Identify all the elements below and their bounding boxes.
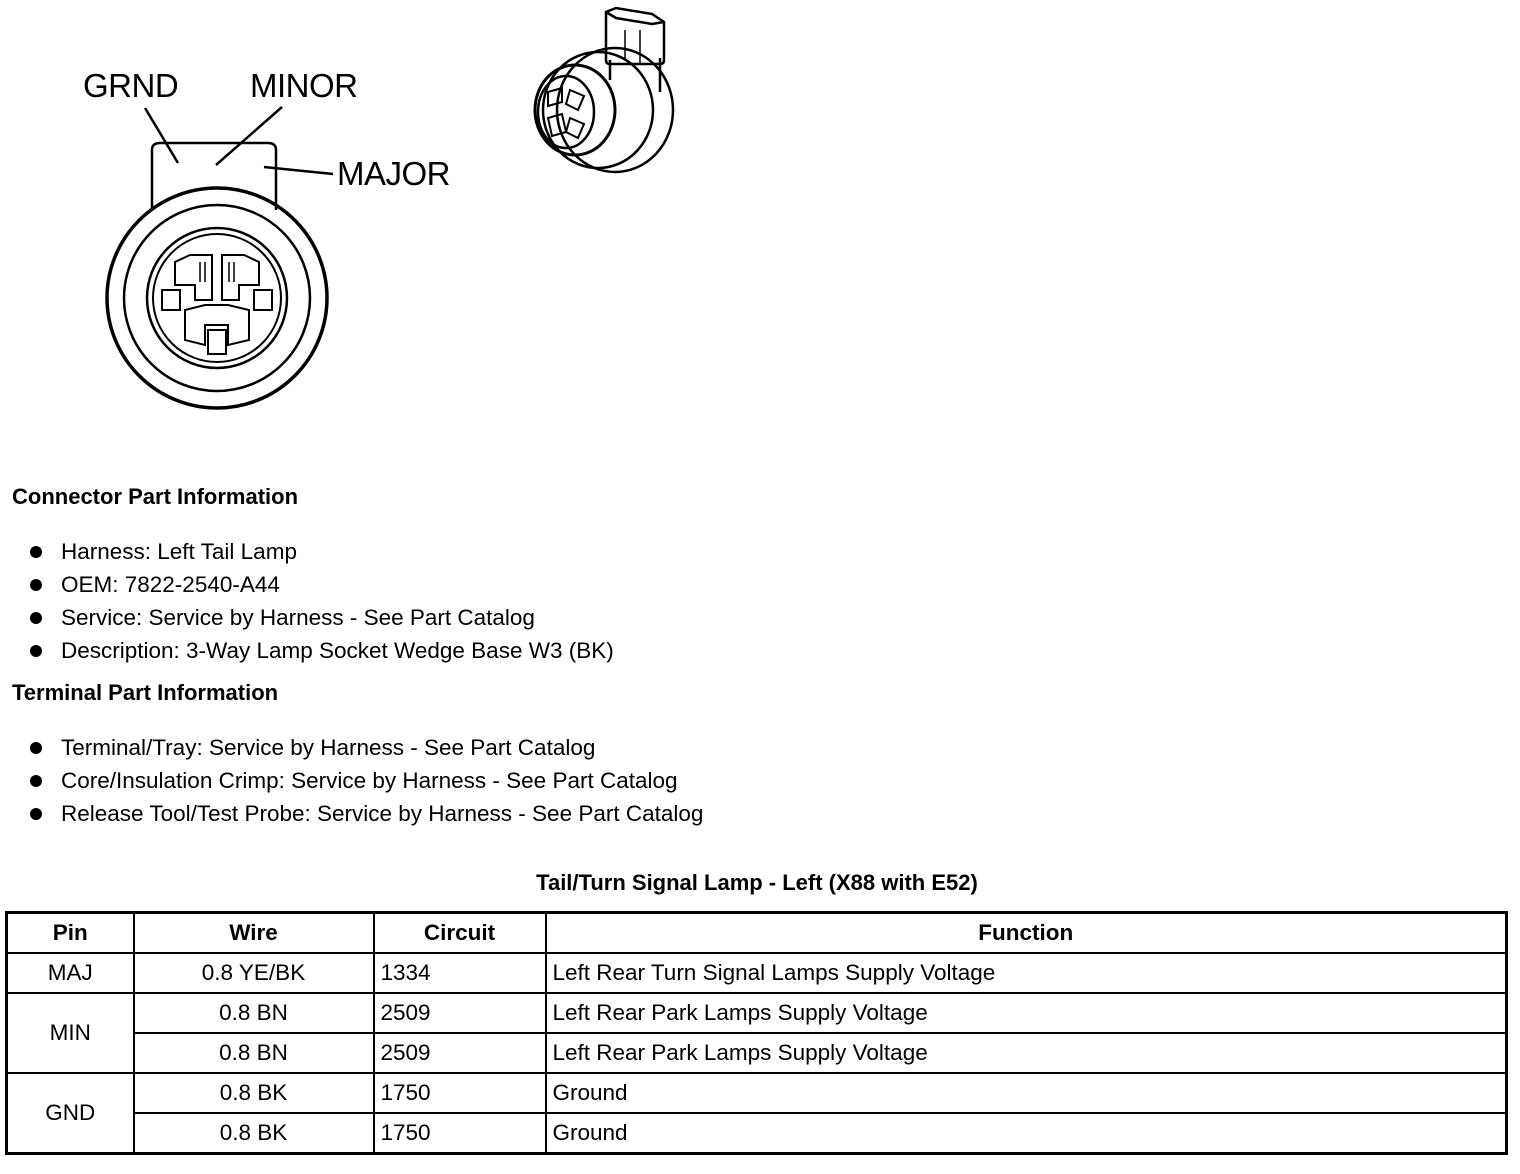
header-function: Function (546, 913, 1507, 954)
wire-cell: 0.8 YE/BK (134, 953, 374, 993)
connector-info-list (30, 535, 614, 667)
pin-cell: GND (7, 1073, 134, 1154)
pin-cell: MIN (7, 993, 134, 1073)
bullet-icon (30, 742, 42, 754)
connector-face-view (107, 107, 333, 408)
function-cell: Left Rear Park Lamps Supply Voltage (546, 1033, 1507, 1073)
label-major: MAJOR (337, 155, 450, 192)
wire-cell: 0.8 BK (134, 1073, 374, 1113)
pinout-table (5, 911, 1508, 1155)
function-cell: Left Rear Turn Signal Lamps Supply Voltage (546, 953, 1507, 993)
wire-cell: 0.8 BN (134, 1033, 374, 1073)
circuit-cell: 1750 (374, 1073, 546, 1113)
function-cell: Ground (546, 1113, 1507, 1154)
function-cell: Ground (546, 1073, 1507, 1113)
table-row (7, 1033, 1507, 1073)
pin-cell: MAJ (7, 953, 134, 993)
bullet-icon (30, 579, 42, 591)
label-grnd: GRND (83, 67, 179, 104)
connector-isometric-view (535, 8, 673, 172)
list-item: Description: 3-Way Lamp Socket Wedge Base W3 (BK) (30, 634, 614, 667)
list-item: Core/Insulation Crimp: Service by Harness - See Part Catalog (30, 764, 703, 797)
bullet-icon (30, 775, 42, 787)
label-minor: MINOR (250, 67, 358, 104)
table-row (7, 1113, 1507, 1154)
connector-info-title: Connector Part Information (12, 484, 299, 509)
circuit-cell: 2509 (374, 993, 546, 1033)
bullet-icon (30, 808, 42, 820)
circuit-cell: 2509 (374, 1033, 546, 1073)
table-title: Tail/Turn Signal Lamp - Left (X88 with E52) (536, 870, 978, 895)
list-item: Terminal/Tray: Service by Harness - See Part Catalog (30, 731, 703, 764)
header-circuit: Circuit (374, 913, 546, 954)
table-row (7, 1073, 1507, 1113)
bullet-icon (30, 546, 42, 558)
connector-diagram (0, 0, 1520, 470)
terminal-info-list (30, 731, 703, 830)
circuit-cell: 1334 (374, 953, 546, 993)
circuit-cell: 1750 (374, 1113, 546, 1154)
header-wire: Wire (134, 913, 374, 954)
table-header-row (7, 913, 1507, 954)
list-item: OEM: 7822-2540-A44 (30, 568, 614, 601)
wire-cell: 0.8 BK (134, 1113, 374, 1154)
function-cell: Left Rear Park Lamps Supply Voltage (546, 993, 1507, 1033)
terminal-info-title: Terminal Part Information (12, 680, 279, 705)
header-pin: Pin (7, 913, 134, 954)
wire-cell: 0.8 BN (134, 993, 374, 1033)
bullet-icon (30, 612, 42, 624)
list-item: Release Tool/Test Probe: Service by Harness - See Part Catalog (30, 797, 703, 830)
list-item: Harness: Left Tail Lamp (30, 535, 614, 568)
bullet-icon (30, 645, 42, 657)
list-item: Service: Service by Harness - See Part Catalog (30, 601, 614, 634)
table-row (7, 953, 1507, 993)
table-row (7, 993, 1507, 1033)
